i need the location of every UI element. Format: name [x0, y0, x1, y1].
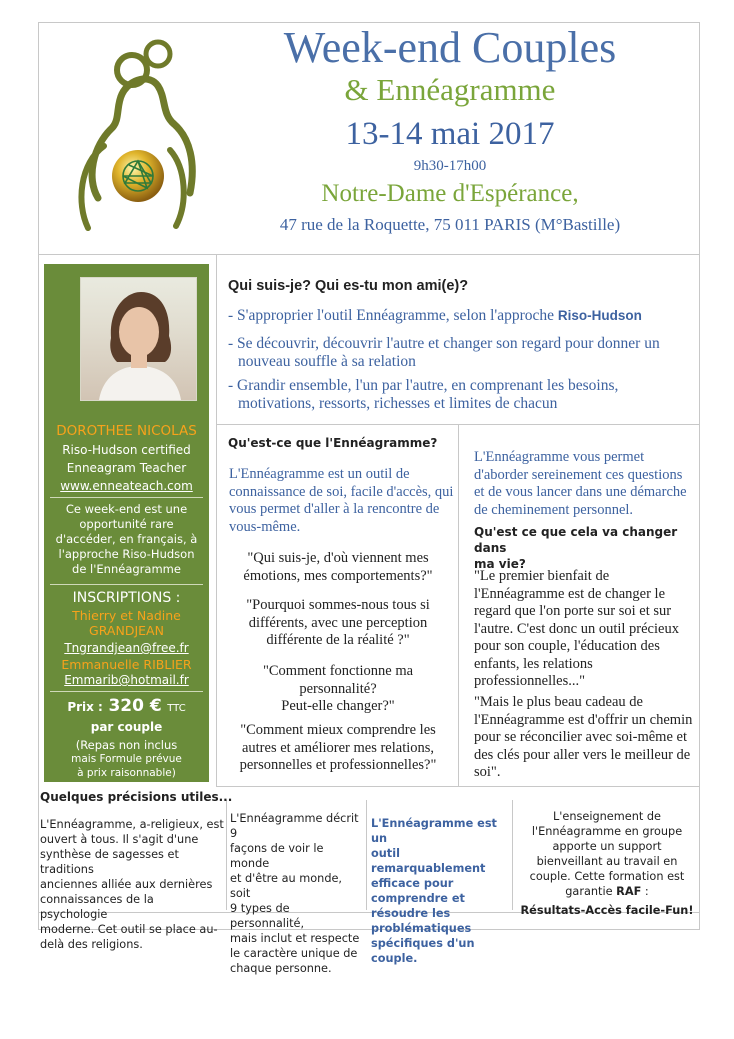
question-1: "Qui suis-je, d'où viennent mes émotions, mes comportements?" — [243, 550, 433, 584]
presenter-name: DOROTHEE NICOLAS — [56, 423, 197, 439]
who-bullet-3: - Grandir ensemble, l'un par l'autre, en comprenant les besoins, motivations, ressorts, richesses et limites de chacun — [228, 377, 619, 412]
question-3: "Comment fonctionne ma personnalité? Peut-elle changer?" — [262, 663, 414, 714]
event-hours: 9h30-17h00 — [413, 158, 487, 174]
what-heading: Qu'est-ce que l'Ennéagramme? — [228, 436, 438, 450]
contact-2-name: Emmanuelle RIBLIER — [61, 657, 192, 672]
footer-col-divider-3 — [512, 800, 513, 910]
what-intro: L'Ennéagramme est un outil de connaissance de soi, facile d'accès, qui vous permet d'aller à la rencontre de vous-même. — [229, 466, 454, 535]
question-4: "Comment mieux comprendre les autres et améliorer mes relations, personnelles et professionnelles?" — [239, 722, 437, 773]
who-bullet-2: - Se découvrir, découvrir l'autre et changer son regard pour donner un nouveau souffle à sa relation — [228, 335, 660, 370]
contact-1-email-link[interactable]: Tngrandjean@free.fr — [64, 641, 189, 655]
inscriptions-title: INSCRIPTIONS : — [72, 590, 181, 606]
page-title: Week-end Couples — [283, 23, 617, 72]
presenter-cert-2: Enneagram Teacher — [66, 461, 187, 475]
footer-divider — [216, 786, 700, 787]
opportunity-text: Ce week-end est une opportunité rare d'accéder, en français, à l'approche Riso-Hudson de l'Ennéagramme — [55, 502, 198, 576]
presenter-photo — [80, 277, 197, 401]
change-intro: L'Ennéagramme vous permet d'aborder sereinement ces questions et de vous lancer dans une démarche de cheminement personnel. — [474, 449, 687, 518]
footer-col-2: L'Ennéagramme décrit 9 façons de voir le monde et d'être au monde, soit 9 types de personnalité, mais inclut et respecte le caractère unique de chaque personne. — [230, 812, 360, 975]
sidebar-separator — [50, 584, 203, 585]
event-dates: 13-14 mai 2017 — [345, 116, 555, 152]
sidebar-separator — [50, 691, 203, 692]
meals-note: (Repas non inclus mais Formule prévue à prix raisonnable) — [71, 738, 182, 779]
question-2: "Pourquoi sommes-nous tous si différents, avec une perception différente de la réalité ?" — [246, 597, 430, 648]
who-bullet-1: - S'approprier l'outil Ennéagramme, selon l'approche Riso-Hudson — [228, 307, 642, 324]
sidebar-divider — [216, 254, 217, 786]
change-paragraph-1: "Le premier bienfait de l'Ennéagramme est de changer le regard que l'on porte sur soi et sur l'autre. C'est donc un outil précieux pour son couple, l'éducation des enfants, les relations professionnelles..." — [474, 568, 679, 689]
who-heading: Qui suis-je? Qui es-tu mon ami(e)? — [228, 278, 469, 294]
sidebar-separator — [50, 497, 203, 498]
header-divider — [38, 254, 700, 255]
footer-col-3: L'Ennéagramme est un outil remarquablement efficace pour comprendre et résoudre les problématiques spécifiques d'un couple. — [371, 817, 497, 965]
contact-1-name: Thierry et Nadine GRANDJEAN — [72, 608, 181, 638]
presenter-website-link[interactable]: www.enneateach.com — [60, 479, 193, 493]
footer-heading: Quelques précisions utiles... — [40, 790, 233, 804]
contact-2-email-link[interactable]: Emmarib@hotmail.fr — [64, 673, 189, 687]
footer-motto: Résultats-Accès facile-Fun! — [520, 904, 694, 917]
footer-col-4: L'enseignement de l'Ennéagramme en groupe apporte un support bienveillant au travail en couple. Cette formation est garantie RAF : Résultats-Accès facile-Fun! — [516, 809, 698, 918]
column-divider — [458, 424, 459, 786]
event-address: 47 rue de la Roquette, 75 011 PARIS (M°Bastille) — [279, 215, 621, 234]
price-line: Prix : 320 € TTC — [67, 696, 186, 716]
footer-col-1: L'Ennéagramme, a-religieux, est ouvert à tous. Il s'agit d'une synthèse de sagesses et traditions anciennes alliée aux dernières connaissances de la psychologie moderne. Cet outil se place au- delà des religions. — [40, 818, 224, 951]
event-venue: Notre-Dame d'Espérance, — [321, 180, 579, 207]
footer-col-divider-2 — [366, 800, 367, 910]
enneagram-couple-logo — [58, 28, 208, 233]
price-per-couple: par couple — [90, 720, 163, 734]
price-value: 320 € — [108, 696, 162, 716]
presenter-cert-1: Riso-Hudson certified — [62, 443, 191, 457]
change-paragraph-2: "Mais le plus beau cadeau de l'Ennéagramme est d'offrir un chemin pour se réconcilier avec soi-même et des clés pour aller vers le meilleur de soi". — [474, 694, 693, 780]
page-subtitle: & Ennéagramme — [344, 72, 556, 107]
change-heading: Qu'est ce que cela va changer dans ma vie? — [474, 525, 678, 571]
footer-col-divider-1 — [226, 800, 227, 910]
